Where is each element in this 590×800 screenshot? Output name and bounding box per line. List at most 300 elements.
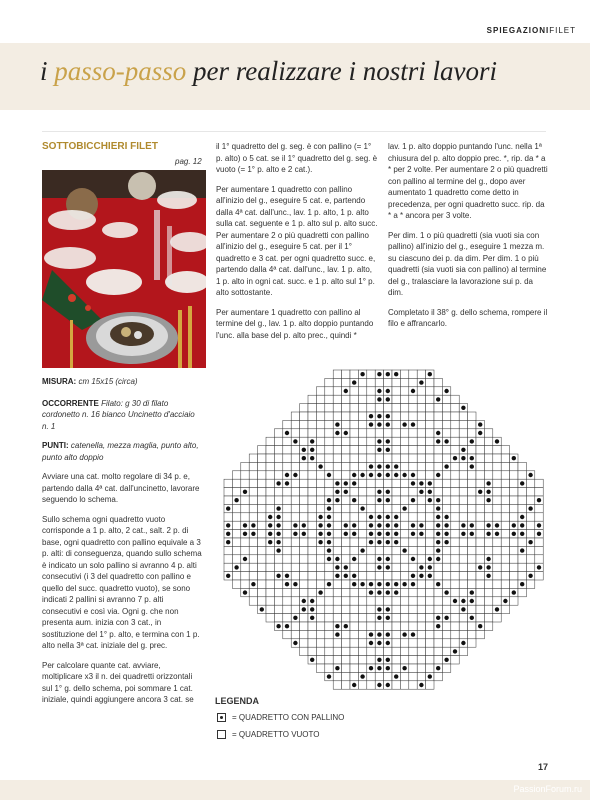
chart-square [484, 504, 492, 512]
chart-square [518, 572, 526, 580]
chart-square [459, 429, 467, 437]
chart-dot [369, 414, 373, 418]
chart-square [342, 462, 350, 470]
chart-dot [302, 523, 306, 527]
chart-square [358, 656, 366, 664]
chart-dot [495, 439, 499, 443]
chart-dot [310, 607, 314, 611]
chart-square [300, 546, 308, 554]
chart-square [484, 538, 492, 546]
chart-square [501, 488, 509, 496]
chart-square [291, 630, 299, 638]
chart-square [283, 530, 291, 538]
chart-square [300, 504, 308, 512]
chart-square [325, 572, 333, 580]
chart-square [308, 420, 316, 428]
chart-dot [293, 616, 297, 620]
chart-dot [386, 582, 390, 586]
chart-square [510, 496, 518, 504]
chart-square [358, 513, 366, 521]
occorrente-value: Filato: g 30 di filato cordonetto n. 16 bianco Uncinetto d'acciaio n. 1 [42, 398, 195, 431]
chart-square [417, 429, 425, 437]
chart-square [375, 504, 383, 512]
chart-square [434, 488, 442, 496]
chart-square [442, 504, 450, 512]
chart-square [367, 404, 375, 412]
chart-dot [444, 540, 448, 544]
chart-square [451, 471, 459, 479]
chart-square [316, 647, 324, 655]
chart-square [249, 513, 257, 521]
chart-dot [436, 616, 440, 620]
chart-square [459, 462, 467, 470]
chart-square [434, 454, 442, 462]
chart-square [316, 471, 324, 479]
chart-dot [318, 540, 322, 544]
chart-square [300, 580, 308, 588]
chart-square [451, 420, 459, 428]
chart-square [266, 488, 274, 496]
chart-square [325, 446, 333, 454]
chart-square [493, 471, 501, 479]
chart-square [400, 656, 408, 664]
chart-square [266, 496, 274, 504]
chart-square [459, 437, 467, 445]
chart-square [400, 395, 408, 403]
chart-dot [344, 565, 348, 569]
chart-dot [377, 490, 381, 494]
article-column-1 [42, 376, 202, 714]
chart-square [333, 614, 341, 622]
chart-square [325, 614, 333, 622]
chart-dot [327, 582, 331, 586]
chart-square [316, 488, 324, 496]
chart-square [476, 572, 484, 580]
chart-dot [226, 506, 230, 510]
chart-square [316, 555, 324, 563]
occorrente-label: OCCORRENTE [42, 398, 99, 408]
chart-square [266, 614, 274, 622]
chart-dot [335, 666, 339, 670]
chart-square [468, 513, 476, 521]
chart-dot [419, 481, 423, 485]
chart-square [325, 454, 333, 462]
chart-square [350, 630, 358, 638]
chart-square [451, 488, 459, 496]
chart-dot [428, 565, 432, 569]
chart-square [291, 446, 299, 454]
chart-square [426, 639, 434, 647]
chart-square [274, 555, 282, 563]
chart-square [417, 387, 425, 395]
chart-square [350, 622, 358, 630]
chart-square [484, 614, 492, 622]
chart-square [493, 588, 501, 596]
chart-dot [436, 523, 440, 527]
chart-square [358, 572, 366, 580]
chart-square [342, 395, 350, 403]
chart-dot [285, 473, 289, 477]
chart-dot [302, 599, 306, 603]
chart-square [333, 446, 341, 454]
chart-square [392, 479, 400, 487]
chart-square [451, 572, 459, 580]
chart-square [266, 588, 274, 596]
chart-square [384, 647, 392, 655]
chart-dot [360, 372, 364, 376]
chart-square [434, 446, 442, 454]
chart-square [300, 538, 308, 546]
chart-dot [444, 515, 448, 519]
chart-square [426, 647, 434, 655]
chart-square [409, 546, 417, 554]
chart-square [526, 555, 534, 563]
chart-dot [394, 590, 398, 594]
chart-dot [369, 532, 373, 536]
chart-square [442, 488, 450, 496]
chart-square [442, 597, 450, 605]
chart-square [535, 538, 543, 546]
chart-square [232, 580, 240, 588]
chart-dot [226, 523, 230, 527]
chart-dot [352, 523, 356, 527]
chart-square [417, 647, 425, 655]
chart-dot [369, 523, 373, 527]
chart-dot [226, 532, 230, 536]
chart-square [224, 563, 232, 571]
chart-dot [335, 422, 339, 426]
chart-dot [377, 372, 381, 376]
chart-square [342, 614, 350, 622]
chart-square [291, 605, 299, 613]
chart-square [409, 672, 417, 680]
chart-dot [461, 406, 465, 410]
chart-square [392, 496, 400, 504]
chart-square [409, 404, 417, 412]
chart-square [442, 647, 450, 655]
chart-dot [352, 582, 356, 586]
chart-square [325, 647, 333, 655]
chart-square [258, 504, 266, 512]
chart-dot [352, 532, 356, 536]
col3-paragraph-2: Per dim. 1 o più quadretti (sia vuoti sia con pallino) all'inizio del g., eseguire 1 mezza m. su ciascuno dei p. da dim. Per dim. 1 o più quadretti (sia vuoti sia con pallino) al termine del g., tralasciare la lavorazione sui p. da dim. [388, 230, 547, 297]
chart-square [283, 563, 291, 571]
chart-square [316, 546, 324, 554]
chart-square [325, 429, 333, 437]
chart-dot [377, 582, 381, 586]
chart-square [451, 563, 459, 571]
chart-square [358, 412, 366, 420]
chart-square [358, 597, 366, 605]
chart-square [367, 647, 375, 655]
chart-square [333, 521, 341, 529]
chart-dot [352, 380, 356, 384]
chart-square [291, 420, 299, 428]
chart-square [459, 513, 467, 521]
chart-square [442, 429, 450, 437]
chart-square [316, 429, 324, 437]
chart-square [426, 630, 434, 638]
chart-dot [486, 574, 490, 578]
chart-dot [293, 582, 297, 586]
chart-square [300, 588, 308, 596]
chart-dot [436, 439, 440, 443]
chart-square [476, 462, 484, 470]
chart-square [375, 572, 383, 580]
chart-square [476, 521, 484, 529]
chart-square [241, 538, 249, 546]
chart-square [468, 446, 476, 454]
chart-dot [470, 464, 474, 468]
chart-dot [302, 456, 306, 460]
chart-square [484, 597, 492, 605]
chart-square [451, 630, 459, 638]
chart-square [258, 488, 266, 496]
chart-square [434, 597, 442, 605]
chart-square [358, 647, 366, 655]
chart-dot [436, 515, 440, 519]
chart-square [501, 479, 509, 487]
chart-square [232, 488, 240, 496]
chart-dot [428, 372, 432, 376]
chart-square [316, 572, 324, 580]
chart-dot [444, 464, 448, 468]
chart-dot [436, 624, 440, 628]
chart-square [350, 546, 358, 554]
chart-square [342, 370, 350, 378]
chart-square [283, 614, 291, 622]
chart-square [484, 462, 492, 470]
chart-square [392, 681, 400, 689]
chart-dot [377, 448, 381, 452]
chart-square [291, 563, 299, 571]
chart-square [358, 462, 366, 470]
article-column-3 [388, 141, 548, 338]
chart-dot [327, 473, 331, 477]
filet-grid [224, 370, 543, 689]
chart-square [442, 555, 450, 563]
chart-square [258, 588, 266, 596]
chart-square [510, 462, 518, 470]
chart-square [342, 555, 350, 563]
chart-dot [352, 473, 356, 477]
chart-dot [318, 532, 322, 536]
chart-square [291, 488, 299, 496]
chart-square [459, 546, 467, 554]
chart-square [442, 639, 450, 647]
chart-square [409, 605, 417, 613]
chart-dot [394, 674, 398, 678]
chart-square [384, 479, 392, 487]
chart-dot [419, 565, 423, 569]
chart-dot [310, 599, 314, 603]
chart-square [266, 462, 274, 470]
chart-square [232, 530, 240, 538]
chart-dot [386, 439, 390, 443]
chart-square [493, 462, 501, 470]
chart-dot [537, 532, 541, 536]
chart-dot [411, 481, 415, 485]
chart-square [409, 681, 417, 689]
chart-square [426, 454, 434, 462]
chart-square [451, 437, 459, 445]
chart-square [476, 546, 484, 554]
chart-square [350, 656, 358, 664]
chart-square [350, 370, 358, 378]
chart-dot [528, 506, 532, 510]
chart-dot [335, 498, 339, 502]
chart-dot [537, 565, 541, 569]
chart-square [476, 437, 484, 445]
chart-square [266, 454, 274, 462]
chart-square [333, 437, 341, 445]
chart-square [333, 404, 341, 412]
chart-dot [436, 506, 440, 510]
chart-square [291, 496, 299, 504]
chart-square [400, 681, 408, 689]
chart-square [518, 538, 526, 546]
chart-dot [419, 380, 423, 384]
chart-square [484, 513, 492, 521]
chart-square [325, 563, 333, 571]
chart-dot [377, 658, 381, 662]
chart-square [400, 387, 408, 395]
chart-square [358, 538, 366, 546]
chart-square [316, 395, 324, 403]
chart-dot [453, 599, 457, 603]
chart-square [367, 563, 375, 571]
chart-square [400, 429, 408, 437]
col2-paragraph-2: Per aumentare 1 quadretto con pallino all'inizio del g., eseguire 5 cat. e, partendo dalla 4ª cat. dall'unc., lav. 1 p. alto, 1 p. alto sulla cat. seguente e 1 p. alto sul p. alto succ. Per aumentare 2 o più quadretti con pallino all'inizio del g., eseguire 5 cat. per il 1° quadretto e 3 cat. per ogni quadretto succ. e, partendo dalla 4ª cat. dall'unc., lav. 1 p. alto, 1 p. alto in ogni cat. succ. e 1 p. alto sul 1° p. alto sottostante. [216, 184, 378, 297]
chart-square [342, 605, 350, 613]
chart-square [350, 404, 358, 412]
chart-square [459, 538, 467, 546]
chart-dot [470, 523, 474, 527]
chart-square [510, 563, 518, 571]
chart-square [316, 614, 324, 622]
chart-dot [419, 523, 423, 527]
chart-square [249, 504, 257, 512]
chart-dot [461, 641, 465, 645]
chart-square [325, 630, 333, 638]
chart-square [417, 420, 425, 428]
chart-square [409, 664, 417, 672]
chart-square [417, 656, 425, 664]
chart-square [266, 437, 274, 445]
chart-square [333, 513, 341, 521]
chart-dot [276, 624, 280, 628]
chart-square [308, 630, 316, 638]
chart-square [426, 588, 434, 596]
misura-value: cm 15x15 (circa) [78, 377, 138, 386]
chart-dot [436, 582, 440, 586]
chart-square [451, 538, 459, 546]
chart-square [392, 639, 400, 647]
chart-dot [486, 557, 490, 561]
chart-square [392, 647, 400, 655]
chart-square [501, 530, 509, 538]
chart-dot [402, 422, 406, 426]
chart-square [316, 387, 324, 395]
chart-square [350, 462, 358, 470]
col2-paragraph-3: Per aumentare 1 quadretto con pallino al termine del g., lav. 1 p. alto doppio puntando l'unc. alla base del p. alto prec., quindi * [216, 307, 374, 340]
chart-square [459, 580, 467, 588]
chart-square [451, 622, 459, 630]
chart-square [375, 479, 383, 487]
chart-square [493, 546, 501, 554]
chart-square [316, 605, 324, 613]
chart-dot [419, 574, 423, 578]
chart-square [367, 496, 375, 504]
chart-square [392, 614, 400, 622]
chart-dot [520, 532, 524, 536]
chart-square [426, 580, 434, 588]
chart-square [300, 420, 308, 428]
chart-square [316, 404, 324, 412]
chart-square [308, 588, 316, 596]
chart-square [476, 513, 484, 521]
chart-square [409, 488, 417, 496]
chart-square [316, 412, 324, 420]
chart-square [367, 446, 375, 454]
chart-square [484, 429, 492, 437]
chart-square [400, 538, 408, 546]
chart-dot [369, 641, 373, 645]
chart-square [325, 387, 333, 395]
chart-square [358, 496, 366, 504]
chart-square [417, 538, 425, 546]
chart-square [241, 471, 249, 479]
chart-square [316, 504, 324, 512]
chart-square [426, 538, 434, 546]
chart-dot [470, 599, 474, 603]
chart-dot [377, 557, 381, 561]
chart-square [484, 622, 492, 630]
chart-square [400, 597, 408, 605]
chart-square [476, 614, 484, 622]
chart-square [409, 622, 417, 630]
chart-square [367, 681, 375, 689]
chart-square [476, 588, 484, 596]
chart-square [400, 462, 408, 470]
chart-square [342, 580, 350, 588]
chart-dot [327, 532, 331, 536]
chart-dot [436, 498, 440, 502]
chart-square [400, 672, 408, 680]
chart-square [258, 597, 266, 605]
chart-square [274, 496, 282, 504]
chart-dot [276, 481, 280, 485]
chart-dot [377, 565, 381, 569]
chart-dot [369, 582, 373, 586]
chart-square [367, 656, 375, 664]
chart-dot [335, 574, 339, 578]
chart-square [300, 614, 308, 622]
chart-square [283, 454, 291, 462]
chart-square [224, 513, 232, 521]
chart-dot [377, 632, 381, 636]
chart-dot [495, 523, 499, 527]
chart-square [392, 404, 400, 412]
chart-square [291, 454, 299, 462]
chart-square [358, 454, 366, 462]
chart-square [283, 521, 291, 529]
chart-dot [377, 439, 381, 443]
chart-dot [360, 674, 364, 678]
chart-dot [377, 414, 381, 418]
chart-square [501, 572, 509, 580]
chart-square [510, 504, 518, 512]
